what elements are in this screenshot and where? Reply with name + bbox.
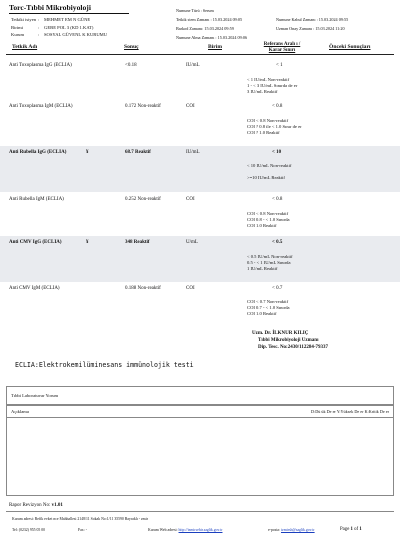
test-reference: COI < 0.8 Non-reaktif COI ? 0.8 ile < 1.0 Sınır de er COI ? 1.0 Reaktif [247, 118, 302, 136]
signer-title: Tıbbi Mikrobiyoloji Uzmanı [258, 338, 319, 343]
approve-time: Uzman Onay Zamanı : 15.03.2024 11:20 [276, 26, 345, 31]
collect-time: Numune Alma Zamanı : 15.03.2024 09:06 [176, 35, 248, 40]
explanation-label: Açıklama [11, 409, 29, 414]
test-name: Anti Rubella IgG (ECLIA) [9, 150, 67, 155]
test-result: <0.18 [125, 63, 137, 68]
footer-divider [6, 511, 394, 512]
test-unit: COI [186, 286, 195, 291]
test-result: 0.252 Non-reaktif [125, 197, 161, 202]
sample-type: Numune Türü : Serum [176, 8, 214, 13]
revision-number: Rapor Revizyon No: v1.01 [9, 503, 63, 508]
table-row-abnormal [0, 146, 400, 192]
unit-row: Birimi : GEBE POL 3 (KD 1.KAT) [11, 25, 94, 30]
test-name: Anti CMV IgM (ECLIA) [9, 286, 60, 291]
abnormal-flag: ¥ [86, 240, 89, 245]
request-time: Tetkik stem Zamanı : 15.03.2024 09:05 [176, 17, 243, 22]
test-name: Anti Toxoplasma IgM (ECLIA) [9, 104, 73, 109]
test-name: Anti CMV IgG (ECLIA) [9, 240, 62, 245]
test-range: < 0.8 [272, 197, 283, 202]
test-unit: IU/mL [186, 63, 200, 68]
signer-registration: Dip. Tesc. No:2430/112284-79337 [258, 345, 329, 350]
institution-label: Kurum [11, 32, 25, 37]
test-range: < 0.8 [272, 104, 283, 109]
test-range: < 10 [272, 150, 282, 155]
test-range: < 0.5 [272, 240, 283, 245]
signer-name: Uzm. Dr. İLKNUR KILIÇ [252, 331, 309, 336]
institution-value: SOSYAL GÜVENL K KURUMU [44, 32, 108, 37]
table-row [0, 59, 400, 103]
requester-label: Tetkiki istyen [11, 17, 37, 22]
test-result: 348 Reaktif [125, 240, 150, 245]
col-header-previous: Önceki Sonuçları [329, 44, 371, 50]
test-unit: IU/mL [186, 150, 200, 155]
website-link[interactable]: http://izmirsehir.saglik.gov.tr [178, 528, 223, 532]
test-range: < 1 [276, 63, 283, 68]
test-result: 0.172 Non-reaktif [125, 104, 161, 109]
test-unit: U/mL [186, 240, 198, 245]
col-header-test: Tetkik Adı [12, 44, 38, 50]
test-result: 0.188 Non-reaktif [125, 286, 161, 291]
page-indicator: Page 1 of 1 [340, 527, 362, 532]
unit-value: GEBE POL 3 (KD 1.KAT) [44, 25, 94, 30]
explanation-box [6, 405, 394, 418]
test-result: 68.7 Reaktif [125, 150, 151, 155]
test-reference: COI < 0.8 Non-reaktif COI 0.8 - < 1.0 Sınırda COI 1.0 Reaktif [247, 211, 290, 229]
test-name: Anti Rubella IgM (ECLIA) [9, 197, 64, 202]
report-title: Torc-Tıbbi Mikrobiyoloji [9, 3, 91, 12]
header-divider [6, 54, 394, 55]
institution-fax: Fax: - [78, 528, 87, 532]
table-row [0, 282, 400, 328]
institution-address: Kurum adresi: Refik evket nce Mahhallesi 2148/11 Sokak No:1/11 35590 Bayraklı - zmir [12, 517, 148, 521]
institution-email: e-posta: izmirsh@saglik.gov.tr [268, 528, 315, 532]
test-reference: < 0.5 IU/mL Non-reaktif 0.5 - < 1 IU/mL Sınırda 1 IU/mL Reaktif [247, 254, 293, 272]
table-row-abnormal [0, 236, 400, 282]
table-row [0, 193, 400, 239]
title-underline [9, 13, 129, 14]
accept-time: Numune Kabul Zamanı : 15.03.2024 09:55 [276, 17, 349, 22]
method-note: ECLIA:Elektrokemilüminesans immünolojik testi [15, 361, 194, 369]
test-name: Anti Toxoplasma IgG (ECLIA) [9, 63, 72, 68]
requester-row: Tetkiki istyen : MEHMET EM N GÜNE [11, 17, 91, 22]
col-header-result: Sonuç [124, 44, 139, 50]
unit-label: Birimi [11, 25, 23, 30]
explanation-note: D:Dü ük De er Y:Yüksek De er K:Kritik De er [311, 409, 389, 414]
col-header-reference-1: Referans Aralı ı / [263, 42, 301, 47]
col-header-unit: Birim [208, 44, 222, 50]
institution-phone: Tel: (0232) 955 05 00 [12, 528, 46, 532]
test-reference: COI < 0.7 Non-reaktif COI 0.7 - < 1.0 Sınırda COI 1.0 Reaktif [247, 299, 290, 317]
table-row [0, 100, 400, 146]
test-unit: COI [186, 104, 195, 109]
test-reference: < 1 IU/mL Non-reaktif 1 - < 3 IU/mL Sınırda de er 3 IU/mL Reaktif [247, 77, 298, 95]
abnormal-flag: ¥ [86, 150, 89, 155]
requester-value: MEHMET EM N GÜNE [44, 17, 91, 22]
institution-row: Kurum : SOSYAL GÜVENL K KURUMU [11, 32, 108, 37]
col-header-reference-2: Karar Sınırı [268, 47, 296, 53]
test-reference: < 10 IU/mL Non-reaktif >=10 IU/mL Reaktif [247, 163, 292, 181]
test-range: < 0.7 [272, 286, 283, 291]
blank-area [6, 418, 394, 496]
test-unit: COI [186, 197, 195, 202]
barcode-time: Barkod Zamanı: 15.03.2024 09:59 [176, 26, 234, 31]
comment-box [6, 386, 394, 405]
col-header-reference [252, 42, 312, 53]
signature-block [252, 330, 328, 351]
institution-web: Kurum Web adresi: http://izmirsehir.saglik.gov.tr [148, 528, 223, 532]
comment-label: Tıbbi Laboratuvar Yorum [11, 393, 59, 398]
email-link[interactable]: izmirsh@saglik.gov.tr [280, 528, 315, 532]
